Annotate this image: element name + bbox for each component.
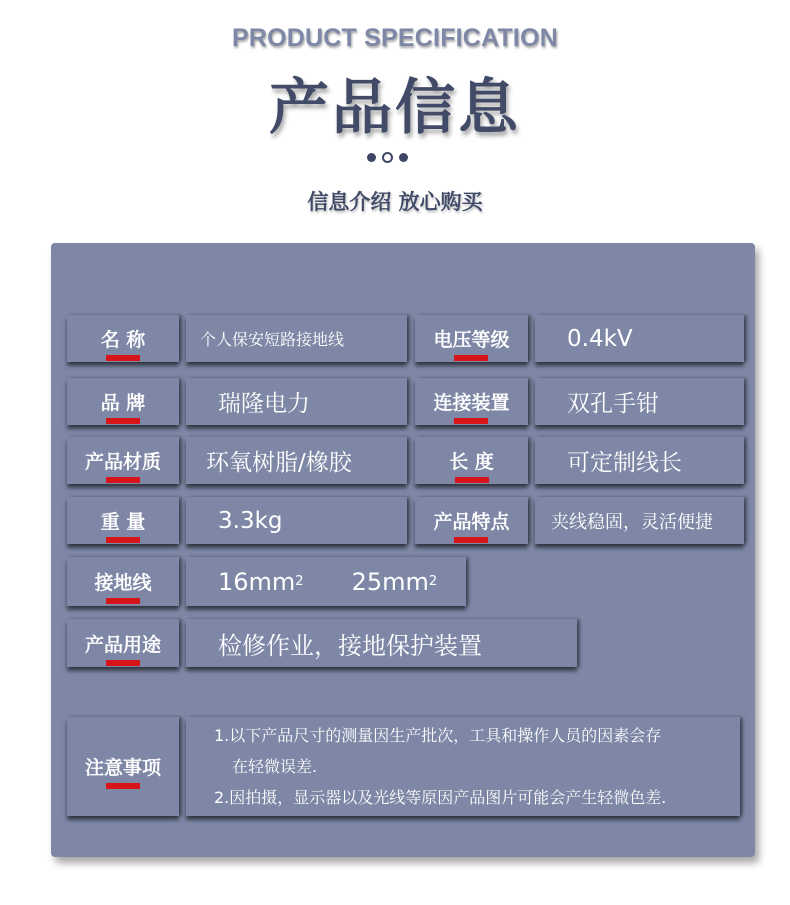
voltage-value-cell (535, 315, 744, 362)
notes-label-cell (67, 717, 179, 816)
usage-value-cell (186, 619, 577, 667)
wire-value-16: 16mm (218, 567, 296, 596)
connector-value: 双孔手钳 (567, 391, 659, 417)
name-label: 名 称 (101, 325, 146, 352)
connector-label: 连接装置 (433, 388, 509, 415)
notes-label: 注意事项 (85, 753, 161, 780)
usage-value: 检修作业，接地保护装置 (218, 631, 482, 660)
material-value: 环氧树脂/橡胶 (206, 450, 352, 476)
wire-label: 接地线 (94, 568, 151, 595)
name-value-cell (186, 315, 407, 362)
features-label-cell (415, 497, 528, 544)
brand-label: 品 牌 (101, 388, 146, 415)
connector-value-cell (535, 378, 744, 425)
usage-label-cell (67, 619, 179, 667)
length-label-cell (415, 437, 528, 484)
name-label-cell (67, 315, 179, 362)
weight-value-cell (186, 497, 407, 544)
features-value-cell (535, 497, 744, 544)
notes-value-cell (186, 717, 740, 816)
note-1-line-2: 在轻微误差. (232, 757, 318, 776)
brand-value: 瑞隆电力 (218, 391, 310, 417)
brand-label-cell (67, 378, 179, 425)
length-value-cell (535, 437, 744, 484)
connector-label-cell (415, 378, 528, 425)
material-label-cell (67, 437, 179, 484)
wire-value-25: 25mm (351, 567, 429, 596)
weight-value: 3.3kg (218, 507, 283, 534)
length-value: 可定制线长 (567, 450, 682, 476)
brand-value-cell (186, 378, 407, 425)
features-value: 夹线稳固，灵活便捷 (551, 511, 713, 533)
dot-icon (399, 153, 408, 162)
length-label: 长 度 (449, 447, 494, 474)
wire-value-cell (186, 557, 466, 606)
name-value: 个人保安短路接地线 (200, 330, 345, 349)
dots-divider-icon (367, 152, 408, 163)
note-2: 2.因拍摄，显示器以及光线等原因产品图片可能会产生轻微色差. (214, 788, 667, 807)
note-1-line-1: 1.以下产品尺寸的测量因生产批次，工具和操作人员的因素会存 (214, 726, 662, 745)
voltage-label-cell (415, 315, 528, 362)
title-chinese: 产品信息 (269, 73, 521, 143)
weight-label-cell (67, 497, 179, 544)
wire-label-cell (67, 557, 179, 606)
ring-dot-icon (382, 152, 393, 163)
material-label: 产品材质 (85, 447, 161, 474)
dot-icon (367, 153, 376, 162)
usage-label: 产品用途 (85, 630, 161, 657)
weight-label: 重 量 (101, 507, 146, 534)
wire-exponent-1: 2 (295, 574, 304, 589)
subtitle: 信息介绍 放心购买 (307, 190, 483, 214)
voltage-value: 0.4kV (567, 325, 633, 352)
voltage-label: 电压等级 (433, 325, 509, 352)
wire-exponent-2: 2 (428, 574, 438, 589)
features-label: 产品特点 (433, 507, 509, 534)
title-english: PRODUCT SPECIFICATION (232, 24, 558, 52)
material-value-cell (186, 437, 407, 484)
